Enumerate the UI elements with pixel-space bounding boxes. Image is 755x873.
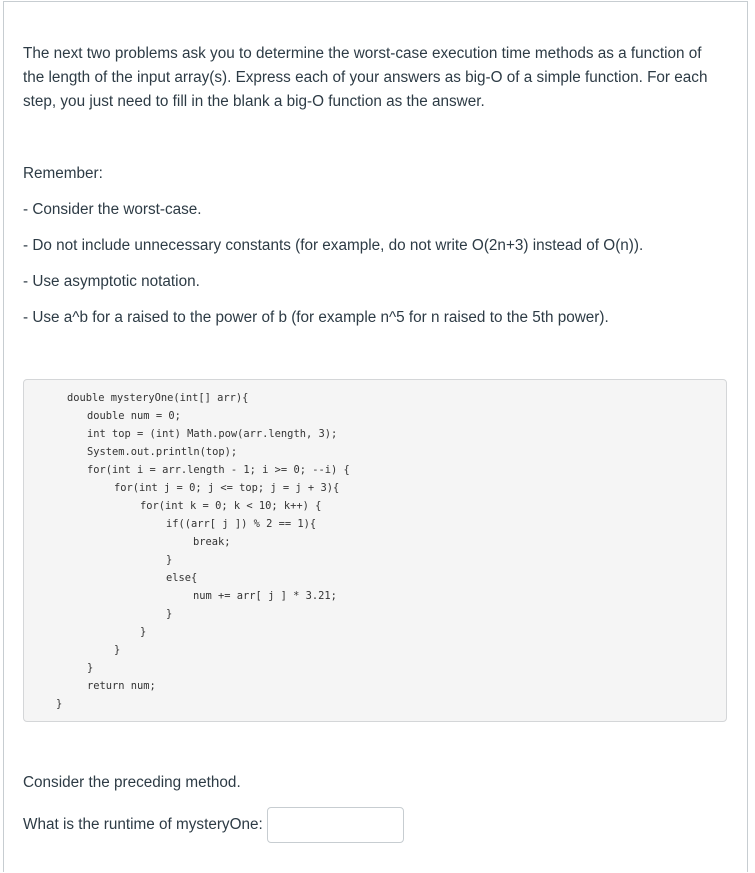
- rule-power-notation: - Use a^b for a raised to the power of b (for example n^5 for n raised to the 5th power).: [23, 309, 609, 326]
- code-line: }: [87, 662, 94, 674]
- question-intro: The next two problems ask you to determine the worst-case execution time methods as a function of the length of the input array(s). Express each of your answers as big-O of a simple function. For each step, you just need to fill in the blank a big-O function as the answer.: [23, 45, 708, 110]
- code-line: double num = 0;: [87, 410, 181, 422]
- code-line: for(int j = 0; j <= top; j = j + 3){: [114, 482, 340, 494]
- consider-text: Consider the preceding method.: [23, 774, 241, 791]
- runtime-prompt: What is the runtime of mysteryOne:: [23, 816, 263, 833]
- code-line: }: [166, 608, 173, 620]
- rule-asymptotic: - Use asymptotic notation.: [23, 273, 200, 290]
- code-line: }: [166, 554, 173, 566]
- code-line: double mysteryOne(int[] arr){: [67, 392, 249, 404]
- code-closing-brace: }: [56, 698, 63, 710]
- code-line: if((arr[ j ]) % 2 == 1){: [166, 518, 317, 530]
- code-line: num += arr[ j ] * 3.21;: [193, 590, 337, 602]
- code-line: return num;: [87, 680, 156, 692]
- code-line: for(int i = arr.length - 1; i >= 0; --i) {: [87, 464, 350, 476]
- rule-no-constants: - Do not include unnecessary constants (for example, do not write O(2n+3) instead of O(n)).: [23, 237, 644, 254]
- code-line: int top = (int) Math.pow(arr.length, 3);: [87, 428, 338, 440]
- code-line: }: [114, 644, 121, 656]
- answer-row: [23, 806, 404, 844]
- code-line: for(int k = 0; k < 10; k++) {: [140, 500, 322, 512]
- runtime-answer-input[interactable]: [267, 807, 404, 843]
- remember-label: Remember:: [23, 165, 103, 182]
- code-line: }: [140, 626, 147, 638]
- code-line: System.out.println(top);: [87, 446, 238, 458]
- rule-worst-case: - Consider the worst-case.: [23, 201, 202, 218]
- code-line: else{: [166, 572, 198, 584]
- code-line: break;: [193, 536, 231, 548]
